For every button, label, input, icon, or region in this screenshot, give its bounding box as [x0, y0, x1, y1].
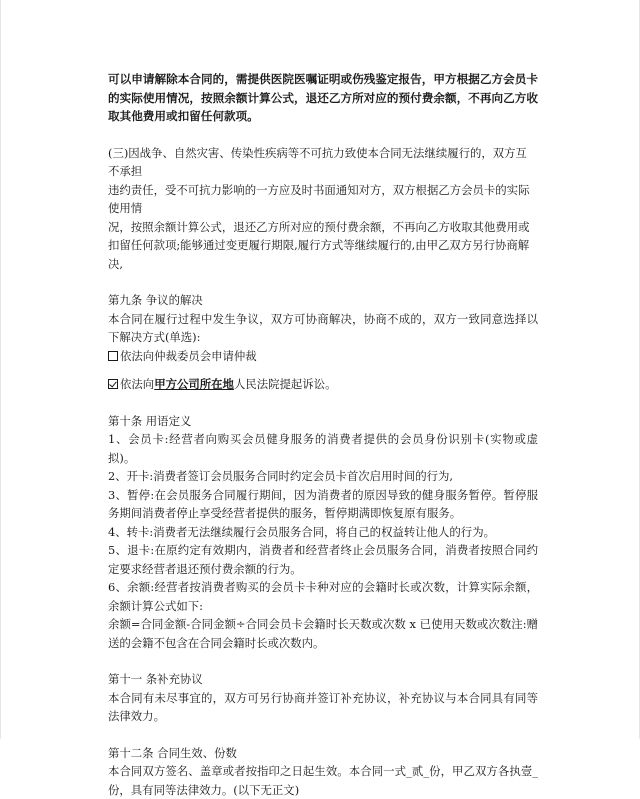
- article-10-title: 第十条 用语定义: [108, 412, 538, 431]
- definition-item: 5、退卡:在原约定有效期内，消费者和经营者终止会员服务合同，消费者按照合同约定要求经营者退还预付费余额的行为。: [108, 541, 538, 578]
- termination-medical-paragraph: 可以申请解除本合同的，需提供医院医嘱证明或伤残鉴定报告，甲方根据乙方会员卡的实际使用情况，按照余额计算公式，退还乙方所对应的预付费余额，不再向乙方收取其他费用或扣留任何款项。: [108, 70, 538, 126]
- litigation-option: [108, 375, 538, 394]
- document-body: [108, 70, 538, 799]
- article-11-title: 第十一 条补充协议: [108, 670, 538, 689]
- force-majeure-line: 违约责任，受不可抗力影响的一方应及时书面通知对方，双方根据乙方会员卡的实际使用情: [108, 181, 538, 218]
- balance-formula: 余额=合同金额-合同金额÷合同会员卡会籍时长天数或次数 x 已使用天数或次数注:赠送的会籍不包含在合同会籍时长或次数内。: [108, 615, 538, 652]
- article-9-text: 本合同在履行过程中发生争议，双方可协商解决，协商不成的，双方一致同意选择以下解决方式(单选):: [108, 310, 538, 347]
- spacer: [108, 652, 538, 670]
- definition-item: 1、会员卡:经营者向购买会员健身服务的消费者提供的会员身份识别卡(实物或虚拟)。: [108, 430, 538, 467]
- court-location: 甲方公司所在地: [154, 377, 234, 391]
- article-9-title: 第九条 争议的解决: [108, 291, 538, 310]
- spacer: [108, 365, 538, 375]
- force-majeure-line: 扣留任何款项;能够通过变更履行期限,履行方式等继续履行的,由甲乙双方另行协商解决,: [108, 236, 538, 273]
- litigation-option-prefix: 依法向: [120, 377, 154, 391]
- article-11-text: 本合同有未尽事宜的，双方可另行协商并签订补充协议，补充协议与本合同具有同等法律效力。: [108, 689, 538, 726]
- spacer: [108, 726, 538, 744]
- force-majeure-line: (三)因战争、自然灾害、传染性疾病等不可抗力致使本合同无法继续履行的，双方互不承担: [108, 144, 538, 181]
- article-12-section: [108, 744, 538, 799]
- article-12-text: 本合同双方签名、盖章或者按指印之日起生效。本合同一式_贰_份，甲乙双方各执壹_份，具有同等法律效力。(以下无正文): [108, 762, 538, 799]
- definition-item: 2、开卡:消费者签订会员服务合同时约定会员卡首次启用时间的行为,: [108, 467, 538, 486]
- spacer: [108, 126, 538, 144]
- litigation-option-suffix: 人民法院提起诉讼。: [234, 377, 337, 391]
- arbitration-checkbox[interactable]: [108, 351, 118, 361]
- litigation-checkbox[interactable]: [108, 379, 118, 389]
- spacer: [108, 394, 538, 412]
- arbitration-option: [108, 347, 538, 366]
- arbitration-option-label: 依法向仲裁委员会申请仲裁: [120, 349, 257, 363]
- force-majeure-line: 况，按照余额计算公式，退还乙方所对应的预付费余额，不再向乙方收取其他费用或: [108, 218, 538, 237]
- article-10-section: [108, 412, 538, 653]
- article-9-section: [108, 291, 538, 394]
- article-12-title: 第十二条 合同生效、份数: [108, 744, 538, 763]
- force-majeure-paragraph: [108, 144, 538, 274]
- spacer: [108, 273, 538, 291]
- article-11-section: [108, 670, 538, 726]
- definition-item: 6、余额:经营者按消费者购买的会员卡卡种对应的会籍时长或次数，计算实际余额，余额计算公式如下:: [108, 578, 538, 615]
- definition-item: 3、暂停:在会员服务合同履行期间，因为消费者的原因导致的健身服务暂停。暂停服务期间消费者停止享受经营者提供的服务，暂停期满即恢复原有服务。: [108, 486, 538, 523]
- definition-item: 4、转卡:消费者无法继续履行会员服务合同，将自己的权益转让他人的行为。: [108, 523, 538, 542]
